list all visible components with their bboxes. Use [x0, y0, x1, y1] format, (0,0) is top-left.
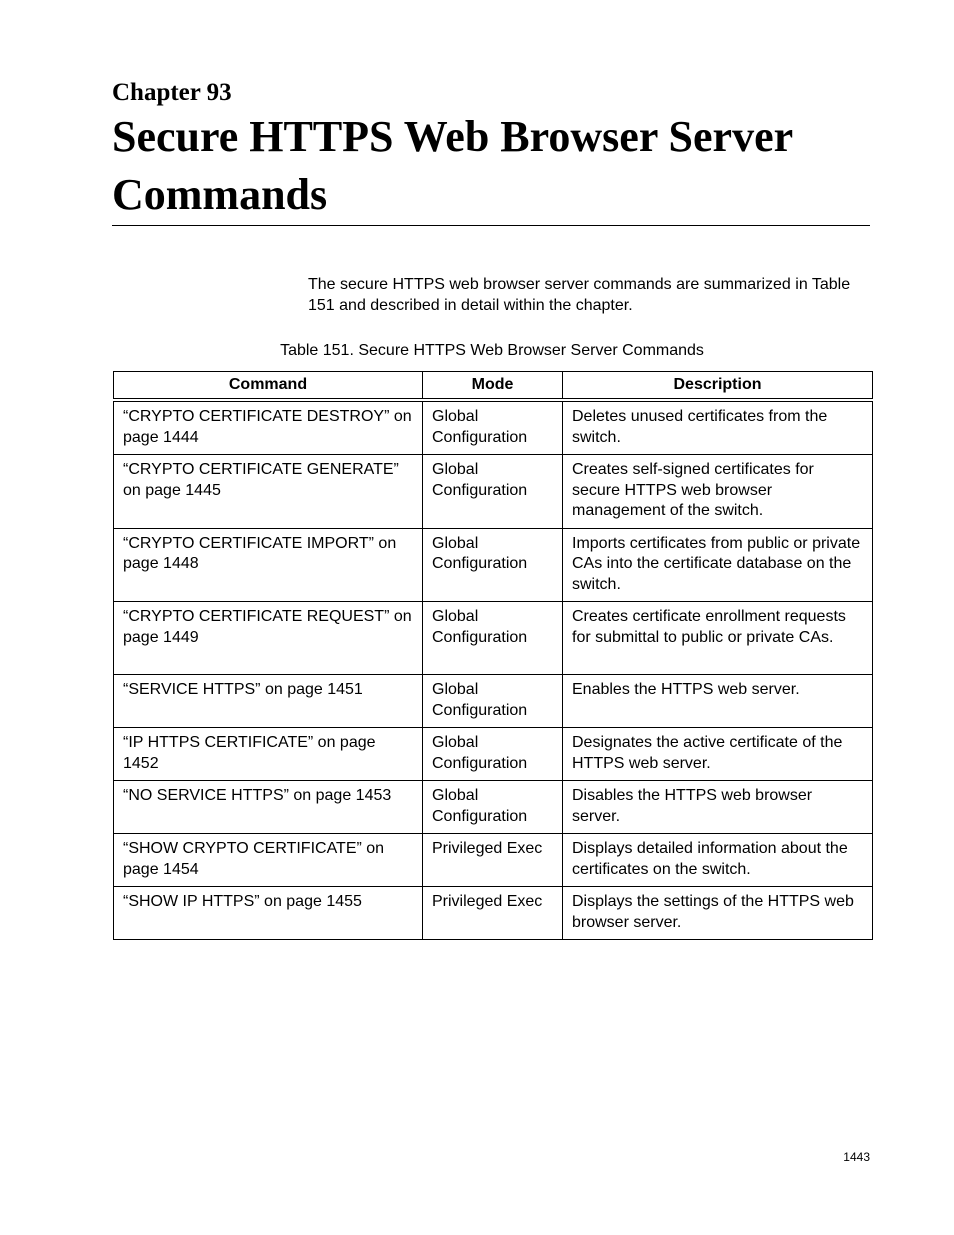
intro-paragraph: The secure HTTPS web browser server commands are summarized in Table 151 and described in detail within the chapter.: [308, 276, 851, 314]
description-cell: Enables the HTTPS web server.: [563, 675, 873, 728]
table-row: [114, 781, 873, 834]
command-cell: “CRYPTO CERTIFICATE REQUEST” on page 1449: [114, 602, 423, 675]
chapter-label: Chapter 93: [112, 79, 232, 106]
table-row: [114, 602, 873, 675]
header-command: Command: [114, 372, 423, 401]
table-row: [114, 455, 873, 529]
mode-cell: Global Configuration: [423, 400, 563, 455]
description-cell: Displays detailed information about the certificates on the switch.: [563, 834, 873, 887]
table-row: [114, 675, 873, 728]
table-row: [114, 834, 873, 887]
table-header-row: [114, 372, 873, 401]
chapter-title: Secure HTTPS Web Browser Server Commands: [112, 112, 793, 219]
table-row: [114, 887, 873, 940]
description-cell: Creates certificate enrollment requests for submittal to public or private CAs.: [563, 602, 873, 675]
mode-cell: Global Configuration: [423, 781, 563, 834]
mode-cell: Global Configuration: [423, 602, 563, 675]
description-cell: Designates the active certificate of the HTTPS web server.: [563, 728, 873, 781]
mode-cell: Global Configuration: [423, 675, 563, 728]
mode-cell: Global Configuration: [423, 455, 563, 529]
table-caption: Table 151. Secure HTTPS Web Browser Server Commands: [280, 342, 704, 359]
header-description: Description: [563, 372, 873, 401]
command-cell: “CRYPTO CERTIFICATE IMPORT” on page 1448: [114, 528, 423, 602]
table-row: [114, 400, 873, 455]
mode-cell: Privileged Exec: [423, 834, 563, 887]
description-cell: Deletes unused certificates from the switch.: [563, 400, 873, 455]
table-row: [114, 528, 873, 602]
description-cell: Displays the settings of the HTTPS web browser server.: [563, 887, 873, 940]
title-divider: [112, 225, 870, 226]
command-cell: “NO SERVICE HTTPS” on page 1453: [114, 781, 423, 834]
command-cell: “CRYPTO CERTIFICATE DESTROY” on page 1444: [114, 400, 423, 455]
commands-table: [113, 371, 873, 940]
command-cell: “SHOW IP HTTPS” on page 1455: [114, 887, 423, 940]
mode-cell: Global Configuration: [423, 528, 563, 602]
description-cell: Imports certificates from public or private CAs into the certificate database on the switch.: [563, 528, 873, 602]
mode-cell: Global Configuration: [423, 728, 563, 781]
command-cell: “SHOW CRYPTO CERTIFICATE” on page 1454: [114, 834, 423, 887]
command-cell: “CRYPTO CERTIFICATE GENERATE” on page 1445: [114, 455, 423, 529]
table-row: [114, 728, 873, 781]
page-number: 1443: [843, 1150, 870, 1164]
header-mode: Mode: [423, 372, 563, 401]
command-cell: “SERVICE HTTPS” on page 1451: [114, 675, 423, 728]
mode-cell: Privileged Exec: [423, 887, 563, 940]
command-cell: “IP HTTPS CERTIFICATE” on page 1452: [114, 728, 423, 781]
description-cell: Disables the HTTPS web browser server.: [563, 781, 873, 834]
description-cell: Creates self-signed certificates for secure HTTPS web browser management of the switch.: [563, 455, 873, 529]
